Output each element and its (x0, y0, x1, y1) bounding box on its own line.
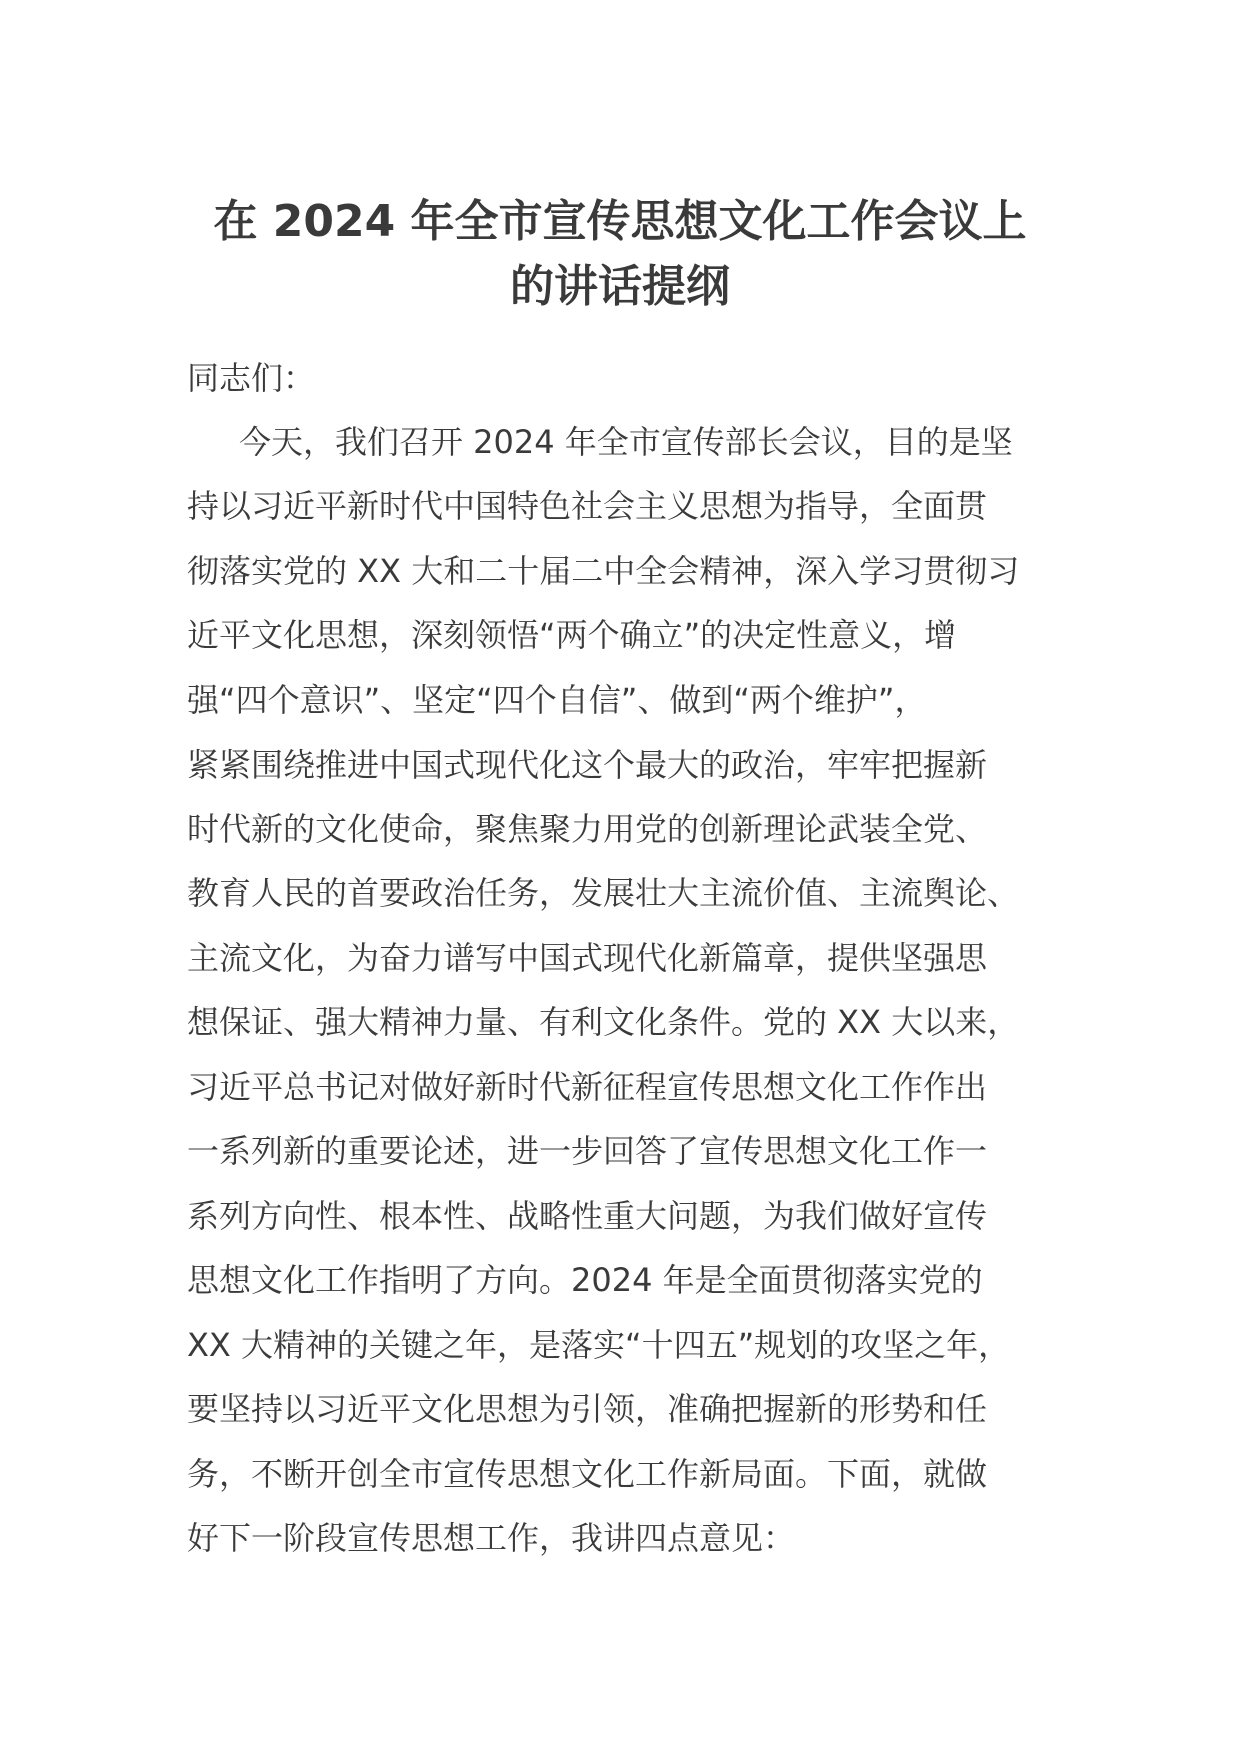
body-line: 紧紧围绕推进中国式现代化这个最大的政治，牢牢把握新 (187, 746, 988, 784)
document-title-line-1: 在 2024 年全市宣传思想文化工作会议上 (213, 196, 1027, 247)
body-line: 一系列新的重要论述，进一步回答了宣传思想文化工作一 (187, 1132, 988, 1170)
body-line: 习近平总书记对做好新时代新征程宣传思想文化工作作出 (187, 1068, 988, 1106)
body-line: 近平文化思想，深刻领悟“两个确立”的决定性意义，增 (187, 616, 957, 654)
body-line: 务，不断开创全市宣传思想文化工作新局面。下面，就做 (187, 1455, 988, 1493)
body-line: 系列方向性、根本性、战略性重大问题，为我们做好宣传 (187, 1197, 988, 1235)
body-line: 时代新的文化使命，聚焦聚力用党的创新理论武装全党、 (187, 810, 988, 848)
body-line: 要坚持以习近平文化思想为引领，准确把握新的形势和任 (187, 1390, 988, 1428)
body-line: 好下一阶段宣传思想工作，我讲四点意见： (187, 1519, 796, 1557)
body-line: 今天，我们召开 2024 年全市宣传部长会议，目的是坚 (239, 423, 1013, 461)
body-line: 思想文化工作指明了方向。2024 年是全面贯彻落实党的 (187, 1261, 983, 1299)
document-title-line-2: 的讲话提纲 (510, 261, 730, 312)
body-line: XX 大精神的关键之年，是落实“十四五”规划的攻坚之年， (187, 1326, 1011, 1364)
body-line: 教育人民的首要政治任务，发展壮大主流价值、主流舆论、 (187, 874, 1020, 912)
body-line: 持以习近平新时代中国特色社会主义思想为指导，全面贯 (187, 487, 988, 525)
body-line: 彻落实党的 XX 大和二十届二中全会精神，深入学习贯彻习 (187, 552, 1020, 590)
body-line: 主流文化，为奋力谱写中国式现代化新篇章，提供坚强思 (187, 939, 988, 977)
salutation: 同志们： (187, 359, 316, 397)
body-line: 强“四个意识”、坚定“四个自信”、做到“两个维护”， (187, 681, 927, 719)
body-line: 想保证、强大精神力量、有利文化条件。党的 XX 大以来， (187, 1003, 1020, 1041)
